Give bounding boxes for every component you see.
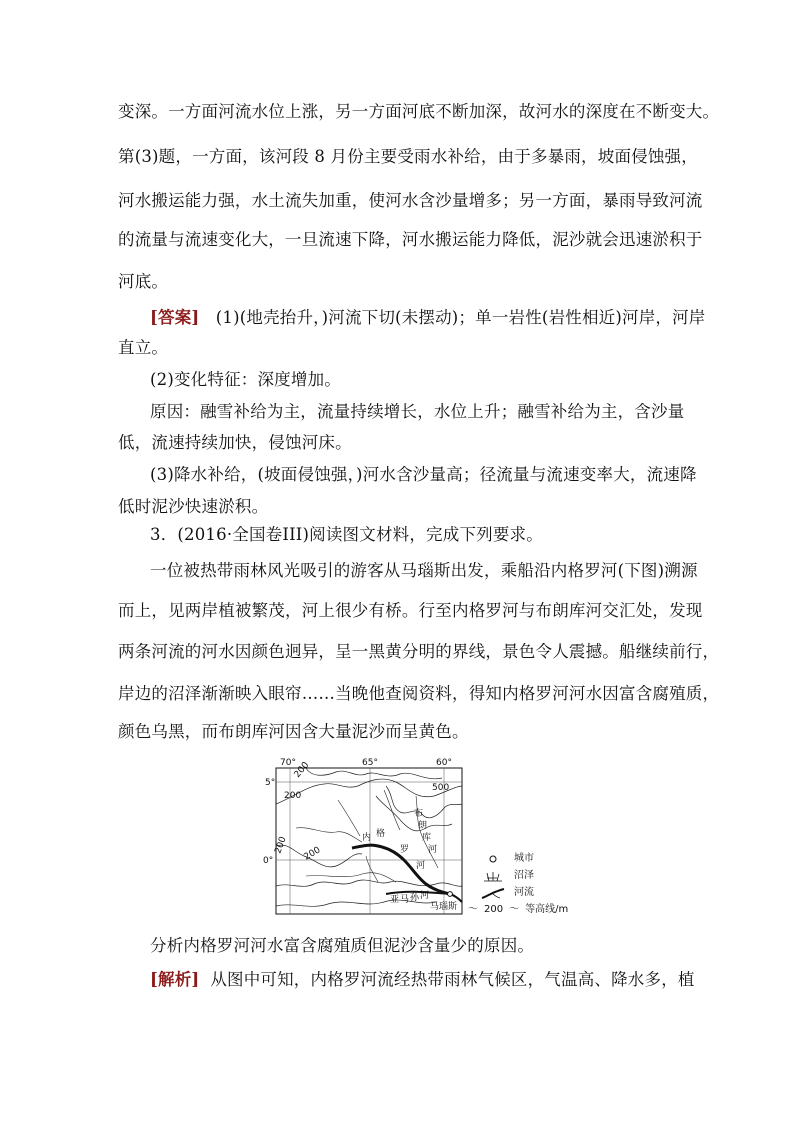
river-symbol-icon [478,886,508,900]
text-line: 变深。一方面河流水位上涨，另一方面河底不断加深，故河水的深度在不断变大。 [118,102,720,121]
text-line: 河底。 [118,272,169,291]
answer-text: (1)(地壳抬升，)河流下切(未摆动)；单一岩性(岩性相近)河岸，河岸 [215,308,706,327]
question-paragraph-line: 两条河流的河水因颜色迥异，呈一黑黄分明的界线，景色令人震撼。船继续前行， [118,642,720,661]
river-label: 河 [416,861,426,871]
river-label: 朗 [418,821,428,831]
question-paragraph-line: 岸边的沼泽渐渐映入眼帘……当晚他查阅资料，得知内格罗河河水因富含腐殖质， [118,684,720,703]
question-paragraph-line: 一位被热带雨林风光吸引的游客从马瑙斯出发，乘船沿内格罗河(下图)溯源 [150,561,698,580]
question-task: 分析内格罗河河水富含腐殖质但泥沙含量少的原因。 [150,936,535,955]
longitude-label: 65° [362,758,378,768]
latitude-label: 5° [265,778,276,788]
river-label: 库 [422,833,432,843]
contour-symbol-icon: ～ [509,904,520,915]
text-line: 河水搬运能力强，水土流失加重，使河水含沙量增多；另一方面，暴雨导致河流 [118,191,703,210]
river-label: 孙 [410,893,420,903]
answer-tag: [答案] [150,308,200,327]
legend-item [468,901,568,918]
contour-symbol-icon: ～ [468,904,478,915]
river-label: 河 [428,845,438,855]
legend-label: 河流 [514,887,534,898]
legend-contour-value: 200 [484,904,504,915]
river-label: 马 [400,895,410,905]
question-paragraph-line: 颜色乌黑，而布朗库河因含大量泥沙而呈黄色。 [118,722,469,741]
river-label: 河 [420,891,430,901]
contour-label: 200 [273,835,289,856]
river-label: 亚 [390,895,400,905]
latitude-label: 0° [263,856,274,866]
analysis-text: 从图中可知，内格罗河流经热带雨林气候区，气温高、降水多，植 [210,970,695,989]
river-label: 内 [362,833,372,843]
text-line: 的流量与流速变化大，一旦流速下降，河水搬运能力降低，泥沙就会迅速淤积于 [118,230,703,249]
contour-label: 500 [432,783,450,793]
manaus-city-marker [448,892,453,897]
answer-line: (2)变化特征：深度增加。 [150,370,341,389]
map-legend [468,850,569,918]
city-circle-icon [478,854,508,864]
legend-item [478,867,568,884]
answer-line: (3)降水补给，(坡面侵蚀强，)河水含沙量高；径流量与流速变率大，流速降 [150,465,697,484]
swamp-symbol-icon [478,869,508,883]
answer-line: 原因：融雪补给为主，流量持续增长，水位上升；融雪补给为主，含沙量 [150,402,685,421]
river-label: 罗 [400,845,410,855]
legend-label: 等高线/m [525,904,569,915]
answer-line [150,304,706,328]
river-label: 布 [414,809,424,819]
answer-line: 低时泥沙快速淤积。 [118,497,269,516]
longitude-label: 60° [436,758,452,768]
question-header: 3．(2016·全国卷III)阅读图文材料，完成下列要求。 [150,525,543,544]
legend-item [478,884,568,901]
answer-line: 低，流速持续加快，侵蚀河床。 [118,433,352,452]
legend-label: 沼泽 [514,870,534,881]
answer-line: 直立。 [118,338,169,357]
contour-label: 200 [292,760,312,780]
text-line: 第(3)题，一方面，该河段 8 月份主要受雨水补给，由于多暴雨，坡面侵蚀强， [118,147,698,166]
contour-label: 200 [284,791,302,801]
rio-negro-map [263,756,466,918]
analysis-tag: [解析] [150,970,200,989]
legend-item [478,850,568,867]
contour-label: 200 [302,845,323,863]
city-label: 马瑙斯 [430,902,458,912]
river-label: 格 [376,829,386,839]
legend-label: 城市 [514,853,534,864]
question-paragraph-line: 而上，见两岸植被繁茂，河上很少有桥。行至内格罗河与布朗库河交汇处，发现 [118,601,703,620]
longitude-label: 70° [280,758,296,768]
analysis-line [150,966,695,990]
